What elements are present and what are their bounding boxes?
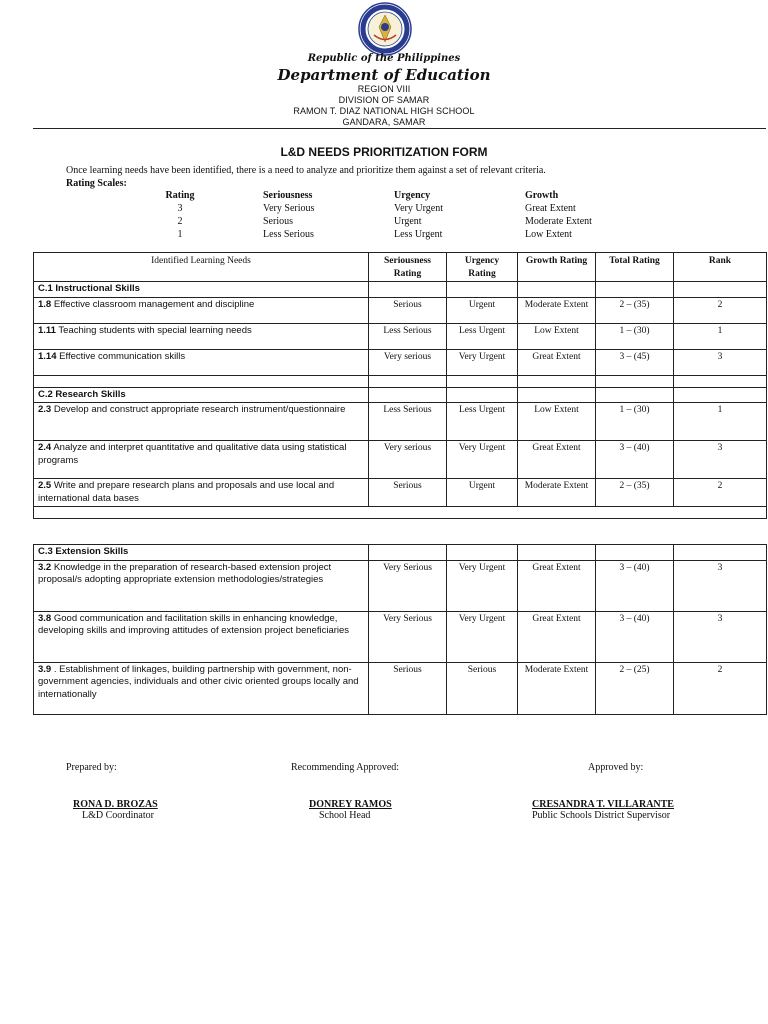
need-cell: [34, 479, 369, 507]
school-line: RAMON T. DIAZ NATIONAL HIGH SCHOOL: [293, 106, 475, 116]
need-text: . Establishment of linkages, building partnership with government, non-government agencies, individuals and other civic oriented groups locally and internationally: [38, 663, 359, 700]
urgency-cell: Very Urgent: [447, 349, 518, 375]
rating-value: 1: [177, 229, 183, 240]
spacer-row: [34, 507, 767, 519]
urgency-value: Less Urgent: [394, 229, 443, 240]
total-cell: 3 – (40): [596, 441, 674, 479]
section-row: [34, 282, 767, 298]
total-cell: 1 – (30): [596, 323, 674, 349]
table-row: [34, 323, 767, 349]
growth-column: [525, 189, 592, 241]
need-text: Knowledge in the preparation of research-based extension project proposal/s adopting appropriate extension methodologies/strategies: [38, 561, 332, 585]
table-row: [34, 349, 767, 375]
table-row: [34, 611, 767, 662]
rating-scales-label: Rating Scales:: [66, 178, 127, 189]
need-cell: [34, 297, 369, 323]
need-cell: [34, 560, 369, 611]
region-line: REGION VIII: [357, 84, 411, 94]
prepared-role: L&D Coordinator: [82, 810, 154, 821]
urgency-cell: Serious: [447, 662, 518, 714]
rank-cell: 1: [674, 323, 767, 349]
extension-table: [33, 544, 767, 715]
header-urgency: Urgency Rating: [447, 253, 518, 282]
form-title: L&D NEEDS PRIORITIZATION FORM: [280, 145, 488, 159]
recommending-role: School Head: [319, 810, 371, 821]
total-cell: 3 – (45): [596, 349, 674, 375]
growth-value: Moderate Extent: [525, 216, 592, 227]
approved-label: Approved by:: [588, 762, 644, 773]
need-code: 2.5: [38, 480, 52, 491]
urgency-column: [394, 189, 443, 241]
header-total: Total Rating: [596, 253, 674, 282]
seriousness-header: Seriousness: [263, 190, 313, 201]
department-name: Department of Education: [277, 66, 491, 84]
needs-table: [33, 252, 767, 519]
urgency-value: Very Urgent: [394, 203, 443, 214]
growth-cell: Moderate Extent: [518, 662, 596, 714]
town-line: GANDARA, SAMAR: [342, 117, 426, 127]
rating-header: Rating: [165, 190, 195, 201]
need-code: 3.2: [38, 561, 52, 573]
seriousness-value: Less Serious: [263, 229, 314, 240]
need-text: Teaching students with special learning needs: [55, 324, 252, 336]
need-code: 2.3: [38, 404, 52, 415]
urgency-cell: Less Urgent: [447, 403, 518, 441]
total-cell: 3 – (40): [596, 611, 674, 662]
need-text: Write and prepare research plans and proposals and use local and international data bases: [38, 480, 335, 504]
seriousness-column: [263, 189, 314, 241]
approved-name: CRESANDRA T. VILLARANTE: [532, 799, 674, 810]
spacer-row: [34, 375, 767, 387]
division-line: DIVISION OF SAMAR: [338, 95, 430, 105]
need-code: 1.11: [38, 324, 56, 336]
seriousness-cell: Serious: [369, 662, 447, 714]
rank-cell: 1: [674, 403, 767, 441]
table-row: [34, 662, 767, 714]
growth-cell: Moderate Extent: [518, 479, 596, 507]
section-title: C.3 Extension Skills: [34, 545, 369, 561]
rating-column: [165, 189, 195, 241]
need-cell: [34, 323, 369, 349]
need-text: Good communication and facilitation skills in enhancing knowledge, developing skills and improving attitudes of extension project beneficiaries: [38, 612, 350, 636]
prepared-name: RONA D. BROZAS: [73, 799, 158, 810]
seriousness-cell: Very Serious: [369, 560, 447, 611]
growth-cell: Great Extent: [518, 560, 596, 611]
seriousness-cell: Less Serious: [369, 323, 447, 349]
urgency-cell: Very Urgent: [447, 441, 518, 479]
need-cell: [34, 349, 369, 375]
table-header-row: [34, 253, 767, 282]
seriousness-cell: Serious: [369, 297, 447, 323]
urgency-cell: Urgent: [447, 297, 518, 323]
intro-text: Once learning needs have been identified, there is a need to analyze and prioritize them against a set of relevant criteria.: [66, 165, 546, 176]
rating-value: 3: [177, 203, 183, 214]
need-text: Effective communication skills: [56, 350, 186, 362]
growth-cell: Great Extent: [518, 441, 596, 479]
table-row: [34, 441, 767, 479]
seriousness-value: Serious: [263, 216, 293, 227]
rank-cell: 3: [674, 349, 767, 375]
section-title: C.1 Instructional Skills: [34, 282, 369, 298]
urgency-header: Urgency: [394, 190, 431, 201]
header-growth: Growth Rating: [518, 253, 596, 282]
republic-line: Republic of the Philippines: [307, 53, 461, 64]
rank-cell: 3: [674, 560, 767, 611]
need-text: Develop and construct appropriate research instrument/questionnaire: [51, 404, 346, 415]
need-cell: [34, 662, 369, 714]
growth-cell: Moderate Extent: [518, 297, 596, 323]
total-cell: 2 – (35): [596, 479, 674, 507]
seriousness-cell: Less Serious: [369, 403, 447, 441]
need-text: Effective classroom management and discipline: [51, 298, 255, 310]
total-cell: 2 – (35): [596, 297, 674, 323]
need-code: 3.8: [38, 612, 52, 624]
need-code: 3.9: [38, 663, 52, 675]
rank-cell: 3: [674, 611, 767, 662]
section-row: [34, 387, 767, 403]
total-cell: 1 – (30): [596, 403, 674, 441]
seriousness-cell: Very serious: [369, 349, 447, 375]
table-row: [34, 479, 767, 507]
growth-value: Low Extent: [525, 229, 572, 240]
seriousness-cell: Very serious: [369, 441, 447, 479]
table-row: [34, 403, 767, 441]
approved-block: [532, 799, 674, 821]
rank-cell: 2: [674, 479, 767, 507]
table-row: [34, 560, 767, 611]
growth-value: Great Extent: [525, 203, 576, 214]
growth-cell: Low Extent: [518, 323, 596, 349]
growth-cell: Great Extent: [518, 611, 596, 662]
rank-cell: 2: [674, 662, 767, 714]
need-code: 1.8: [38, 298, 52, 310]
seriousness-value: Very Serious: [263, 203, 315, 214]
deped-seal-icon: [358, 2, 412, 56]
header-needs: Identified Learning Needs: [34, 253, 369, 282]
recommending-name: DONREY RAMOS: [309, 799, 392, 810]
prepared-label: Prepared by:: [66, 762, 117, 773]
urgency-cell: Very Urgent: [447, 611, 518, 662]
prepared-block: [73, 799, 173, 821]
urgency-cell: Less Urgent: [447, 323, 518, 349]
section-row: [34, 545, 767, 561]
growth-header: Growth: [525, 190, 559, 201]
header-seriousness: Seriousness Rating: [369, 253, 447, 282]
section-title: C.2 Research Skills: [34, 387, 369, 403]
need-cell: [34, 611, 369, 662]
need-code: 2.4: [38, 442, 52, 453]
total-cell: 2 – (25): [596, 662, 674, 714]
seriousness-cell: Serious: [369, 479, 447, 507]
seriousness-cell: Very Serious: [369, 611, 447, 662]
urgency-cell: Urgent: [447, 479, 518, 507]
rank-cell: 2: [674, 297, 767, 323]
rating-value: 2: [177, 216, 183, 227]
total-cell: 3 – (40): [596, 560, 674, 611]
header-divider: [33, 128, 766, 129]
urgency-cell: Very Urgent: [447, 560, 518, 611]
growth-cell: Low Extent: [518, 403, 596, 441]
growth-cell: Great Extent: [518, 349, 596, 375]
recommending-block: [309, 799, 392, 821]
need-text: Analyze and interpret quantitative and qualitative data using statistical programs: [38, 442, 347, 466]
urgency-value: Urgent: [394, 216, 422, 227]
table-row: [34, 297, 767, 323]
rank-cell: 3: [674, 441, 767, 479]
approved-role: Public Schools District Supervisor: [532, 810, 671, 821]
recommending-label: Recommending Approved:: [291, 762, 400, 773]
header-rank: Rank: [674, 253, 767, 282]
need-code: 1.14: [38, 350, 57, 362]
need-cell: [34, 403, 369, 441]
need-cell: [34, 441, 369, 479]
